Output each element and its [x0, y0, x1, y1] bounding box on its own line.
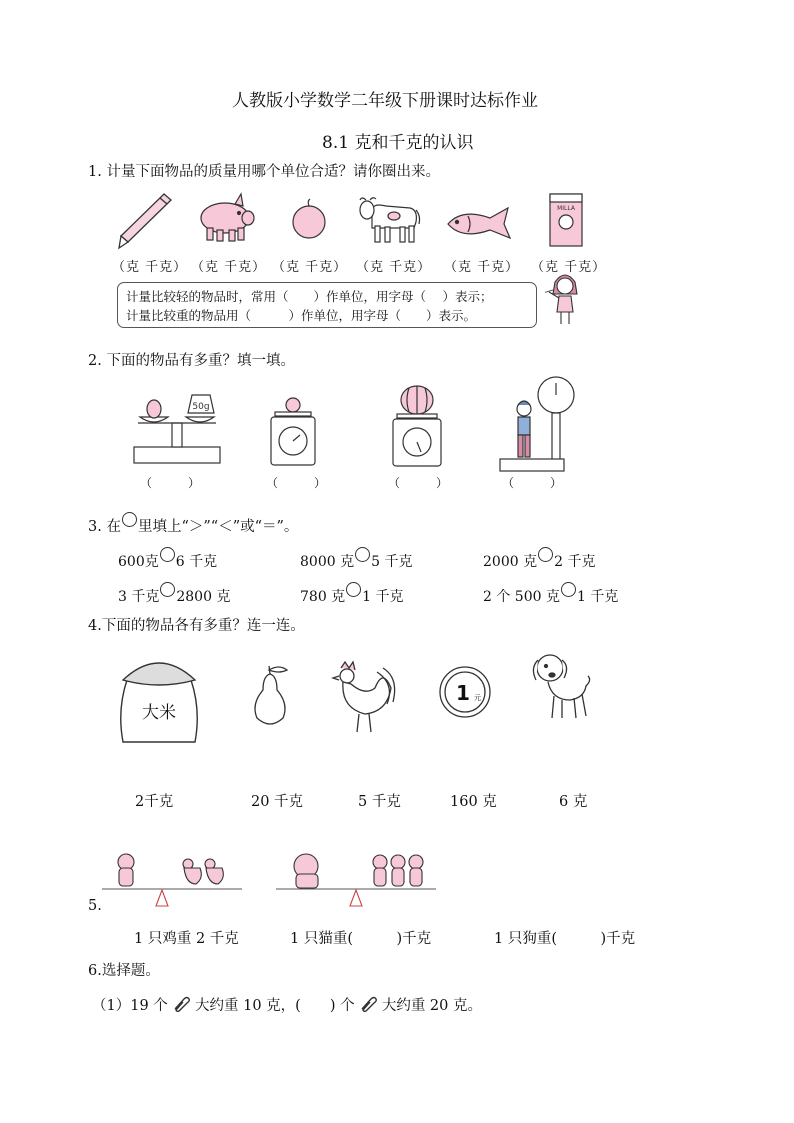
pig-icon: [197, 192, 257, 244]
snack-bag-icon: [547, 192, 585, 248]
girl-icon: [545, 270, 585, 328]
q5-fact-cat[interactable]: 1 只猫重( )千克: [290, 931, 432, 947]
compare-left: 3 千克: [118, 589, 160, 605]
compare-right: 1 千克: [576, 589, 619, 605]
compare-left: 780 克: [300, 589, 346, 605]
kitchen-scale-apple-icon: [267, 395, 319, 467]
compare-right: 2800 克: [176, 589, 231, 605]
q6-item-1-part-a: （1）19 个: [92, 998, 168, 1014]
q1-prompt: 1. 计量下面物品的质量用哪个单位合适？请你圈出来。: [88, 164, 440, 180]
compare-6: [483, 582, 618, 606]
body-scale-boy-icon: [498, 375, 578, 475]
q3-prompt: [88, 512, 298, 536]
rooster-icon: [325, 658, 405, 738]
balance-scale-icon: [132, 387, 222, 469]
compare-right: 2 千克: [554, 554, 596, 570]
q1-option-pen[interactable]: （克 千克）: [112, 260, 188, 275]
compare-2: [300, 547, 412, 571]
paperclip-icon: [359, 996, 377, 1012]
weight-option-3[interactable]: 5 千克: [358, 794, 401, 810]
speech-bubble: [117, 282, 537, 328]
paperclip-icon: [172, 996, 190, 1012]
weight-option-4[interactable]: 160 克: [450, 794, 497, 810]
q1-option-cow[interactable]: （克 千克）: [356, 260, 432, 275]
balance-cat-chickens-icon: [102, 848, 252, 908]
circle-icon: [122, 512, 137, 527]
pear-icon: [245, 664, 295, 730]
lesson-title: 8.1 克和千克的认识: [322, 133, 474, 153]
coin-unit: 元: [474, 694, 481, 702]
compare-left: 2 个 500 克: [483, 589, 560, 605]
q1-option-apple[interactable]: （克 千克）: [272, 260, 348, 275]
balance-dog-cats-icon: [276, 848, 436, 908]
q5-number: 5.: [88, 898, 102, 914]
compare-left: 2000 克: [483, 554, 538, 570]
snack-bag-brand: MILLA: [557, 205, 575, 212]
compare-circle[interactable]: [346, 582, 361, 597]
compare-right: 5 千克: [371, 554, 413, 570]
q2-answer-blank-4[interactable]: （ ）: [502, 476, 563, 490]
q2-answer-blank-1[interactable]: （ ）: [140, 476, 201, 490]
worksheet-title: 人教版小学数学二年级下册课时达标作业: [232, 91, 538, 111]
compare-circle[interactable]: [160, 547, 175, 562]
q6-item-1-part-c: 大约重 20 克。: [381, 998, 482, 1014]
q5-fact-chicken: 1 只鸡重 2 千克: [134, 931, 239, 947]
compare-circle[interactable]: [355, 547, 370, 562]
coin-value: 1: [456, 681, 470, 705]
weight-option-2[interactable]: 20 千克: [251, 794, 304, 810]
q1-option-snack[interactable]: （克 千克）: [531, 260, 607, 275]
pen-icon: [116, 190, 176, 252]
q3-prompt-b: 里填上“＞”“＜”或“＝”。: [137, 519, 299, 535]
bubble-line-2: 计量比较重的物品用（ ）作单位，用字母（ ）表示。: [126, 308, 477, 323]
cow-icon: [358, 194, 422, 248]
weight-option-5[interactable]: 6 克: [559, 794, 588, 810]
dog-icon: [528, 650, 598, 724]
compare-circle[interactable]: [538, 547, 553, 562]
compare-3: [483, 547, 595, 571]
compare-4: [118, 582, 230, 606]
q2-prompt: 2. 下面的物品有多重？填一填。: [88, 353, 295, 369]
q1-option-fish[interactable]: （克 千克）: [444, 260, 520, 275]
kitchen-scale-melon-icon: [391, 384, 443, 468]
weight-option-1[interactable]: 2千克: [135, 794, 174, 810]
fish-icon: [444, 206, 514, 242]
q2-answer-blank-2[interactable]: （ ）: [266, 476, 327, 490]
compare-circle[interactable]: [160, 582, 175, 597]
q6-item-1: [92, 994, 482, 1015]
rice-bag-icon: [113, 650, 205, 746]
q6-prompt: 6.选择题。: [88, 963, 160, 979]
apple-icon: [287, 198, 331, 242]
compare-right: 1 千克: [362, 589, 404, 605]
q4-prompt: 4.下面的物品各有多重？连一连。: [88, 618, 305, 634]
q3-prompt-a: 3. 在: [88, 519, 121, 535]
bubble-line-1: 计量比较轻的物品时，常用（ ）作单位，用字母（ ）表示；: [126, 289, 493, 304]
q6-item-1-part-b[interactable]: 大约重 10 克，( ) 个: [195, 998, 355, 1014]
compare-1: [118, 547, 217, 571]
q5-fact-dog[interactable]: 1 只狗重( )千克: [494, 931, 636, 947]
q1-option-pig[interactable]: （克 千克）: [191, 260, 267, 275]
rice-label: 大米: [142, 703, 176, 723]
q2-answer-blank-3[interactable]: （ ）: [388, 476, 449, 490]
coin-icon: [438, 662, 492, 722]
compare-right: 6 千克: [175, 554, 218, 570]
compare-left: 8000 克: [300, 554, 355, 570]
compare-5: [300, 582, 404, 606]
weight-label: 50g: [192, 402, 210, 412]
compare-left: 600克: [118, 554, 159, 570]
compare-circle[interactable]: [561, 582, 576, 597]
